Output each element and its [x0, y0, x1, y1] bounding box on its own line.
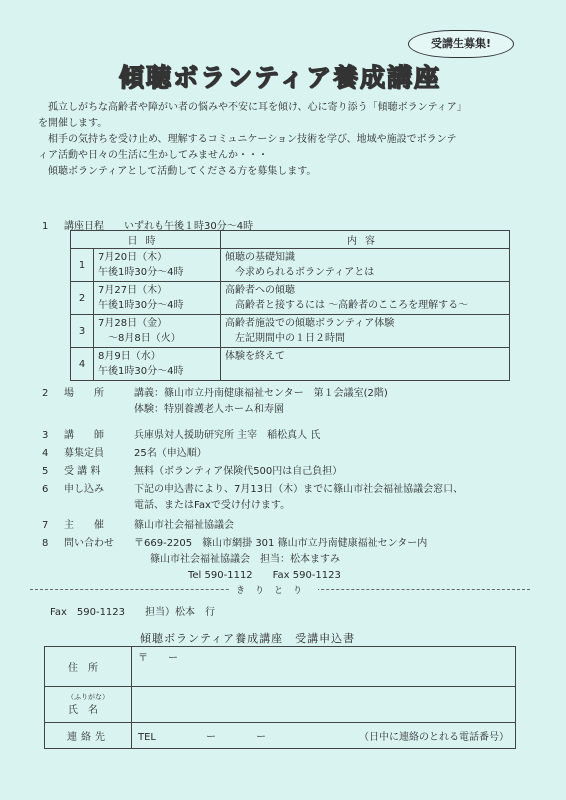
intro-line: 孤立しがちな高齢者や障がい者の悩みや不安に耳を傾け、心に寄り添う「傾聴ボランティア」	[48, 102, 467, 113]
table-row	[71, 282, 510, 315]
row-date: 7月28日（金）	[98, 318, 168, 329]
table-row	[71, 249, 510, 282]
section-number: 8	[42, 538, 49, 549]
row-topic: 体験を終えて	[225, 351, 285, 362]
detail-line: Tel 590-1112 Fax 590-1123	[188, 570, 341, 581]
row-subtopic: 左記期間中の１日２時間	[235, 333, 345, 344]
section-label: 募集定員	[64, 448, 104, 459]
name-label-cell	[45, 687, 132, 723]
section-number: 4	[42, 448, 49, 459]
detail-lecturer	[42, 428, 494, 444]
section-label: 受 講 料	[64, 466, 101, 477]
application-form	[44, 646, 516, 749]
detail-fee	[42, 464, 494, 480]
row-time: ～8月8日（火）	[108, 333, 181, 344]
detail-contact	[42, 536, 494, 584]
row-number: 3	[71, 315, 94, 348]
address-label: 住所	[45, 647, 132, 687]
intro-line: を開催します。	[38, 118, 108, 129]
detail-line: 無料（ボランティア保険代500円は自己負担）	[134, 466, 343, 477]
detail-line: 体験：特別養護老人ホーム和寿園	[134, 404, 284, 415]
name-field[interactable]	[132, 687, 516, 723]
intro-text	[38, 100, 518, 180]
row-topic: 傾聴の基礎知識	[225, 252, 295, 263]
detail-organizer	[42, 518, 494, 534]
time-note: いずれも午後１時30分～4時	[124, 221, 254, 232]
detail-line: 下記の申込書により、7月13日（木）までに篠山市社会福祉協議会窓口、	[134, 484, 464, 495]
row-subtopic: 高齢者と接するには ～高齢者のこころを理解する～	[235, 300, 469, 311]
section-label: 申し込み	[64, 484, 104, 495]
contact-label: 連絡先	[45, 723, 132, 749]
section-label: 主 催	[64, 520, 104, 531]
section-number: 6	[42, 484, 49, 495]
section-label: 講座日程	[64, 221, 104, 232]
schedule-table	[70, 230, 510, 381]
form-title: 傾聴ボランティア養成講座 受講申込書	[140, 632, 356, 645]
detail-line: 篠山市社会福祉協議会 担当：松本ますみ	[150, 554, 340, 565]
detail-capacity	[42, 446, 494, 462]
table-row	[71, 315, 510, 348]
cut-label: きりとり	[230, 583, 318, 596]
phone-value: TEL ー ー	[138, 732, 266, 743]
recruitment-badge: 受講生募集!	[408, 30, 514, 58]
detail-line: 電話、またはFaxで受け付けます。	[134, 500, 291, 511]
row-date: 8月9日（水）	[98, 351, 161, 362]
table-row	[71, 348, 510, 381]
intro-line: ィア活動や日々の生活に生かしてみませんか・・・	[38, 150, 268, 161]
section-label: 講 師	[64, 430, 104, 441]
row-topic: 高齢者への傾聴	[225, 285, 295, 296]
row-number: 2	[71, 282, 94, 315]
row-date: 7月27日（木）	[98, 285, 168, 296]
detail-line: 篠山市社会福祉協議会	[134, 520, 234, 531]
section-label: 問い合わせ	[64, 538, 114, 549]
details-list	[42, 386, 494, 584]
detail-application	[42, 482, 494, 514]
section-number: 5	[42, 466, 49, 477]
furigana-label: （ふりがな）	[67, 693, 109, 701]
name-label: 氏名	[68, 705, 108, 716]
contact-field[interactable]	[132, 723, 516, 749]
header-content: 内容	[221, 231, 510, 249]
detail-line: 兵庫県対人援助研究所 主宰 稲松真人 氏	[134, 430, 321, 441]
address-field[interactable]: 〒 ー	[132, 647, 516, 687]
row-time: 午後1時30分～4時	[98, 366, 184, 377]
detail-line: 講義：篠山市立丹南健康福祉センター 第１会議室(2階)	[134, 388, 388, 399]
detail-line: 〒669-2205 篠山市網掛 301 篠山市立丹南健康福祉センター内	[134, 538, 428, 549]
section-label: 場 所	[64, 388, 104, 399]
intro-line: 相手の気持ちを受け止め、理解するコミュニケーション技術を学び、地域や施設でボランテ	[48, 134, 457, 145]
section-number: 3	[42, 430, 49, 441]
detail-line: 25名（申込順）	[134, 448, 207, 459]
section-number: 2	[42, 388, 49, 399]
row-number: 4	[71, 348, 94, 381]
row-topic: 高齢者施設での傾聴ボランティア体験	[225, 318, 395, 329]
row-subtopic: 今求められるボランティアとは	[235, 267, 375, 278]
row-number: 1	[71, 249, 94, 282]
row-time: 午後1時30分～4時	[98, 300, 184, 311]
intro-line: 傾聴ボランティアとして活動してくださる方を募集します。	[48, 166, 317, 177]
section-number: 7	[42, 520, 49, 531]
fax-destination: Fax 590-1123 担当）松本 行	[50, 607, 216, 618]
detail-venue	[42, 386, 494, 418]
row-date: 7月20日（木）	[98, 252, 168, 263]
header-date: 日時	[71, 231, 221, 249]
page-title: 傾聴ボランティア養成講座	[118, 63, 441, 92]
row-time: 午後1時30分～4時	[98, 267, 184, 278]
contact-note: （日中に連絡のとれる電話番号）	[359, 732, 509, 743]
section-number: 1	[42, 221, 49, 232]
